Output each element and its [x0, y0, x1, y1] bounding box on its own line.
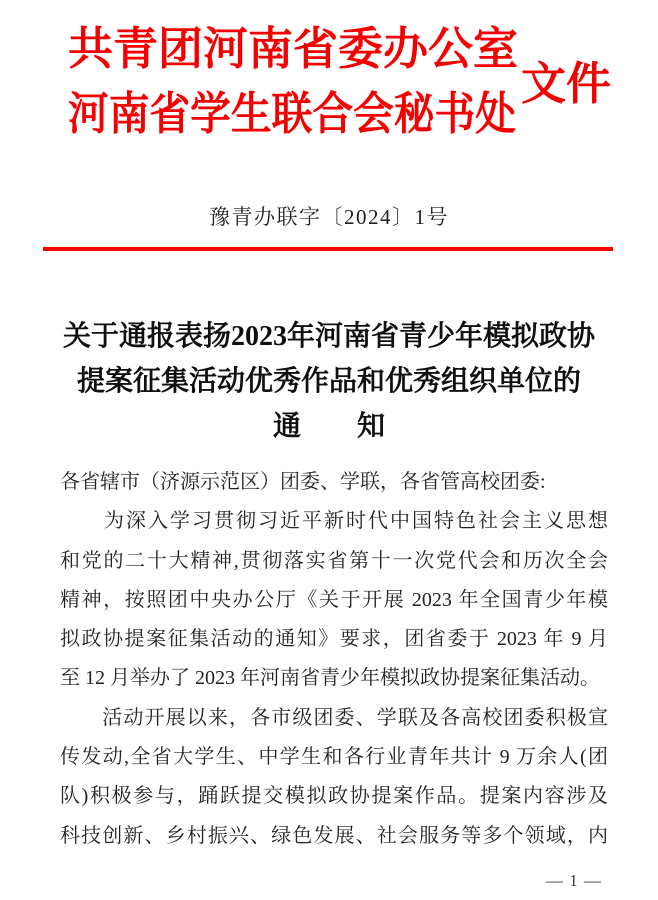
title-line-3: 通 知: [272, 411, 385, 442]
body-line: 和党的二十大精神,贯彻落实省第十一次党代会和历次全会: [60, 549, 608, 572]
page-number: — 1 —: [546, 871, 602, 890]
red-divider-line: [43, 247, 613, 251]
document-body: [60, 463, 608, 856]
body-salutation-line: 各省辖市（济源示范区）团委、学联，各省管高校团委:: [60, 471, 546, 493]
document-type-label: 文件: [521, 59, 612, 109]
body-line: 传发动,全省大学生、中学生和各行业青年共计 9 万余人(团: [60, 746, 608, 769]
issuing-org-line-1: 共青团河南省委办公室: [68, 24, 519, 74]
body-line: 拟政协提案征集活动的通知》要求，团省委于 2023 年 9 月: [60, 628, 608, 651]
body-line: 精神，按照团中央办公厅《关于开展 2023 年全国青少年模: [60, 588, 608, 611]
body-line: 为深入学习贯彻习近平新时代中国特色社会主义思想: [60, 510, 608, 533]
document-reference-number: 豫青办联字〔2024〕1号: [209, 205, 449, 229]
title-line-1: 关于通报表扬2023年河南省青少年模拟政协: [62, 321, 595, 352]
body-line: 活动开展以来，各市级团委、学联及各高校团委积极宣: [60, 706, 608, 729]
body-line: 队)积极参与，踊跃提交模拟政协提案作品。提案内容涉及: [60, 785, 608, 808]
title-line-2: 提案征集活动优秀作品和优秀组织单位的: [76, 366, 581, 397]
issuing-org-line-2: 河南省学生联合会秘书处: [68, 89, 516, 139]
body-line: 至 12 月举办了 2023 年河南省青少年模拟政协提案征集活动。: [60, 667, 600, 690]
body-line: 科技创新、乡村振兴、绿色发展、社会服务等多个领域，内: [60, 824, 608, 847]
document-title: [30, 314, 628, 449]
